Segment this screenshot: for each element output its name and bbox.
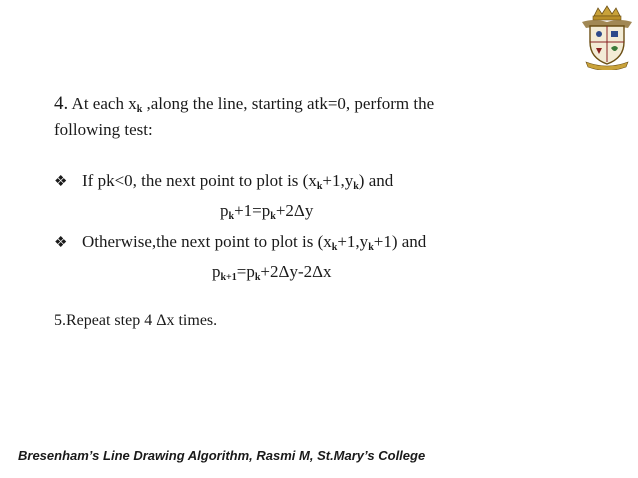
step-4-line-2: following test: (54, 120, 153, 139)
step-4-line-1: 4. At each $x_k$ ,along the line, starting atk=0, perform the (54, 93, 435, 115)
bullet-otherwise-condition: ❖ Otherwise,the next point to plot is $(x_k+1,y_k+1)$ and (54, 232, 427, 253)
bullet-if-condition: ❖ If pk<0, the next point to plot is $(x_k+1,y_k)$ and (54, 171, 394, 192)
formula-pk-plus-1: $p_k+1=p_k+2\Delta y$ (220, 201, 314, 222)
college-crest-logo (580, 4, 634, 70)
formula-pk-plus-1-otherwise: $p_{k+1}=p_k+2\Delta y-2\Delta x$ (212, 262, 332, 283)
slide-footer: Bresenham’s Line Drawing Algorithm, Rasmi M, St.Mary’s College (18, 448, 426, 463)
diamond-bullet-icon: ❖ (54, 235, 68, 251)
diamond-bullet-icon: ❖ (54, 174, 68, 190)
step-5: 5.Repeat step 4 Δx times. (54, 312, 218, 329)
step-number: 4. (54, 93, 69, 114)
